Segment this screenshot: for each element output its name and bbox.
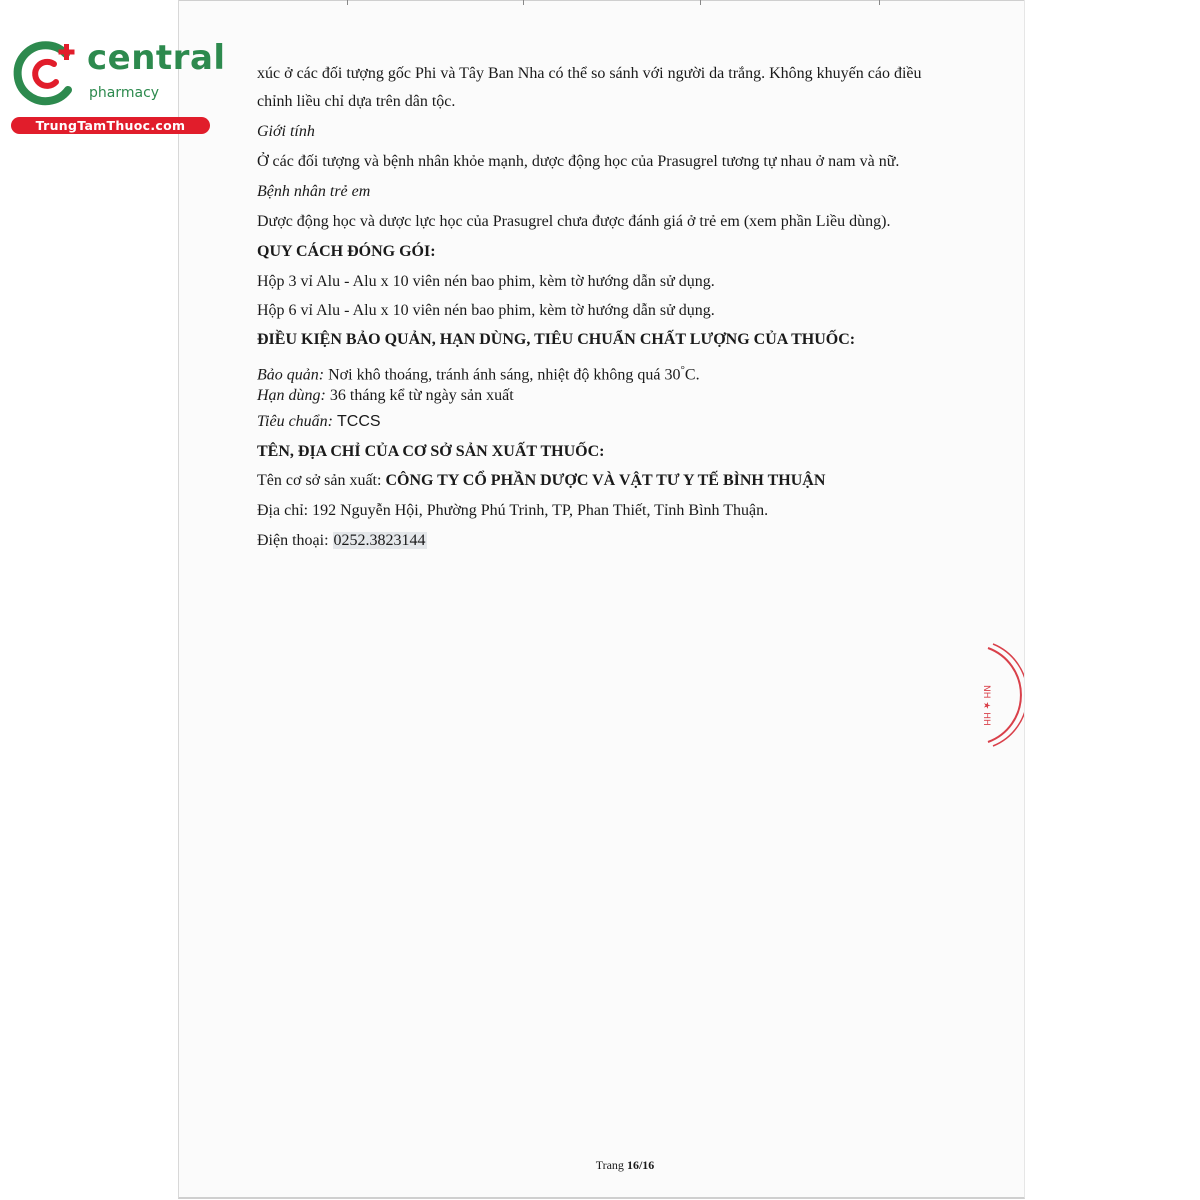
manufacturer-line (257, 471, 825, 491)
page-number: 16/16 (626, 1158, 655, 1172)
standard-line (257, 412, 381, 432)
standard-label: Tiêu chuẩn: (257, 413, 333, 430)
packaging-heading: QUY CÁCH ĐÓNG GÓI: (257, 243, 436, 260)
logo-website-banner[interactable]: TrungTamThuoc.com (11, 117, 210, 134)
stamp-text: NH ★ HH (981, 685, 991, 726)
logo-subtitle: pharmacy (89, 85, 160, 101)
storage-value: Nơi khô thoáng, tránh ánh sáng, nhiệt độ không quá 30 (328, 366, 681, 384)
phone-label: Điện thoại: (257, 532, 329, 549)
page-label: Trang (595, 1158, 624, 1172)
logo-c-cross-icon (10, 38, 82, 112)
logo-wordmark: central (87, 38, 226, 78)
pediatric-text: Dược động học và dược lực học của Prasugrel chưa được đánh giá ở trẻ em (xem phần Liều dùng). (257, 213, 891, 230)
storage-label: Bảo quản: (257, 366, 325, 384)
manufacturer-heading: TÊN, ĐỊA CHỈ CỦA CƠ SỞ SẢN XUẤT THUỐC: (257, 443, 605, 460)
address-line (257, 501, 768, 521)
packaging-item: Hộp 6 vỉ Alu - Alu x 10 viên nén bao phim, kèm tờ hướng dẫn sử dụng. (257, 302, 715, 319)
gender-text: Ở các đối tượng và bệnh nhân khỏe mạnh, dược động học của Prasugrel tương tự nhau ở nam và nữ. (257, 153, 900, 170)
gender-subtitle: Giới tính (257, 123, 315, 140)
packaging-item: Hộp 3 vỉ Alu - Alu x 10 viên nén bao phim, kèm tờ hướng dẫn sử dụng. (257, 273, 715, 290)
scan-mark (700, 0, 701, 5)
expiry-label: Hạn dùng: (257, 387, 326, 404)
pediatric-subtitle: Bệnh nhân trẻ em (257, 183, 371, 200)
expiry-line (257, 386, 514, 406)
expiry-value: 36 tháng kể từ ngày sản xuất (329, 387, 514, 404)
ethnic-paragraph-line-1: xúc ở các đối tượng gốc Phi và Tây Ban Nha có thể so sánh với người da trắng. Không khuyến cáo điều (257, 65, 922, 82)
storage-unit-end: C. (684, 366, 700, 384)
phone-line (257, 531, 427, 551)
standard-value: TCCS (337, 413, 381, 430)
central-pharmacy-logo[interactable] (10, 38, 226, 136)
ethnic-paragraph-line-2: chỉnh liều chỉ dựa trên dân tộc. (257, 93, 456, 110)
page-top-edge (179, 0, 1024, 1)
address-value: 192 Nguyễn Hội, Phường Phú Trinh, TP, Phan Thiết, Tỉnh Bình Thuận. (312, 502, 769, 519)
page-footer (0, 1158, 1200, 1173)
scanned-page (178, 0, 1025, 1199)
scan-mark (347, 0, 348, 5)
degree-symbol: ° (680, 364, 685, 376)
phone-value[interactable]: 0252.3823144 (333, 532, 426, 549)
address-label: Địa chỉ: (257, 502, 309, 519)
manufacturer-label: Tên cơ sở sản xuất: (257, 472, 382, 489)
red-stamp (968, 640, 1024, 750)
manufacturer-name: CÔNG TY CỔ PHẦN DƯỢC VÀ VẬT TƯ Y TẾ BÌNH THUẬN (385, 472, 826, 489)
storage-heading: ĐIỀU KIỆN BẢO QUẢN, HẠN DÙNG, TIÊU CHUẨN CHẤT LƯỢNG CỦA THUỐC: (257, 331, 856, 348)
scan-mark (523, 0, 524, 5)
storage-line (257, 360, 700, 385)
scan-mark (879, 0, 880, 5)
